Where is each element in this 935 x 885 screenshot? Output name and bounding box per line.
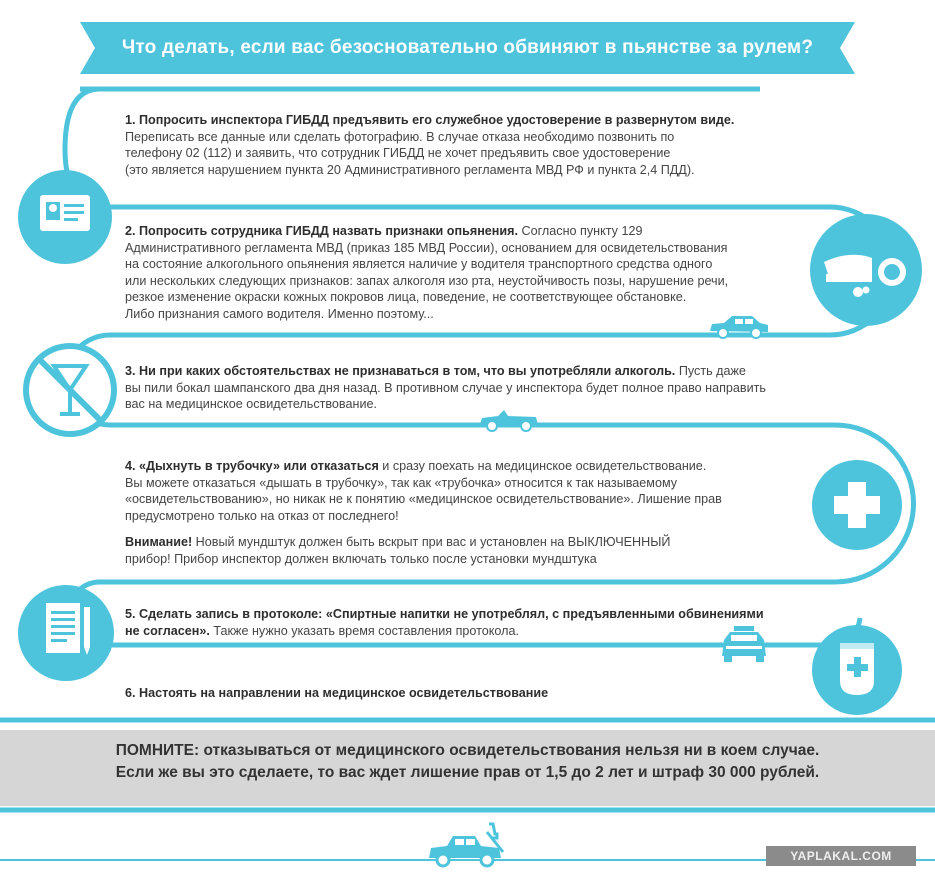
step-1-line: Переписать все данные или сделать фотографию. В случае отказа необходимо позвонить по xyxy=(125,129,675,144)
warning-line: Новый мундштук должен быть вскрыт при вас и установлен на ВЫКЛЮЧЕННЫЙ xyxy=(195,535,671,549)
page-title: Что делать, если вас безосновательно обвиняют в пьянстве за рулем? xyxy=(121,37,814,58)
step-4-line: предусмотрено только на отказ от последнего! xyxy=(125,508,399,523)
step-2-line: на состояние алкогольного опьянения является наличие у водителя транспортного средства одного xyxy=(125,257,713,271)
step-1-heading: 1. Попросить инспектора ГИБДД предъявить его служебное удостоверение в развернутом виде. xyxy=(125,113,735,127)
step-2-line: Согласно пункту 129 xyxy=(521,224,643,238)
medical-cross-icon xyxy=(812,460,902,550)
step-4 xyxy=(125,458,815,567)
step-2-line: резкое изменение окраски кожных покровов лица, поведение, не соответствующее обстановке. xyxy=(125,290,687,304)
step-6-heading: 6. Настоять на направлении на медицинское освидетельствование xyxy=(125,686,549,700)
document-icon xyxy=(18,585,114,681)
remember-line-1: отказываться от медицинского освидетельствования нельзя ни в коем случае. xyxy=(203,742,820,759)
car-icon xyxy=(708,313,770,339)
step-4-line: и сразу поехать на медицинское освидетельствование. xyxy=(382,459,707,473)
watermark: YAPLAKAL.COM xyxy=(766,846,916,866)
step-6 xyxy=(125,685,765,702)
medical-badge-icon xyxy=(812,625,902,715)
step-4-line: «освидетельствованию», но никак не к понятию «медицинское освидетельствование». Лишение прав xyxy=(125,492,722,506)
step-1-line: (это является нарушением пункта 20 Административного регламента МВД РФ и пункта 2,4 ПДД). xyxy=(125,162,695,177)
police-car-icon xyxy=(720,626,768,666)
tow-truck-icon xyxy=(425,822,515,870)
step-2-line: или нескольких следующих признаков: запах алкоголя изо рта, неустойчивость позы, нарушение речи, xyxy=(125,273,729,288)
step-4-line: Вы можете отказаться «дышать в трубочку», так как «трубочка» относится к так называемому xyxy=(125,475,678,490)
step-2 xyxy=(125,223,815,322)
police-cap-icon xyxy=(810,214,922,326)
remember-label: ПОМНИТЕ: xyxy=(115,742,200,759)
step-5-heading: 5. Сделать запись в протоколе: «Спиртные напитки не употреблял, с предъявленными обвинениями xyxy=(125,607,764,621)
step-2-line: Либо признания самого водителя. Именно поэтому... xyxy=(125,306,434,321)
no-alcohol-icon xyxy=(20,340,120,440)
warning-label: Внимание! xyxy=(125,535,193,549)
step-4-heading: 4. «Дыхнуть в трубочку» или отказаться xyxy=(125,459,379,473)
step-2-heading: 2. Попросить сотрудника ГИБДД назвать признаки опьянения. xyxy=(125,224,518,238)
step-3-line: вы пили бокал шампанского два дня назад. В противном случае у инспектора будет полное право направить xyxy=(125,380,766,395)
id-card-icon xyxy=(18,170,112,264)
step-5-heading: не согласен». xyxy=(125,623,210,638)
step-1-line: телефону 02 (112) и заявить, что сотрудник ГИБДД не хочет предъявить свое удостоверение xyxy=(125,146,671,160)
step-1 xyxy=(125,112,845,178)
remember-text xyxy=(0,740,935,784)
step-3-heading: 3. Ни при каких обстоятельствах не признаваться в том, что вы употребляли алкоголь. xyxy=(125,364,676,378)
step-2-line: Административного регламента МВД (приказ 185 МВД России), основанием для освидетельствования xyxy=(125,240,728,255)
convertible-car-icon xyxy=(478,406,540,432)
step-3-line: вас на медицинское освидетельствование. xyxy=(125,397,377,411)
warning-line: прибор! Прибор инспектор должен включать только после установки мундштука xyxy=(125,551,597,566)
step-5-line: Также нужно указать время составления протокола. xyxy=(213,623,520,638)
remember-line-2: Если же вы это сделаете, то вас ждет лишение прав от 1,5 до 2 лет и штраф 30 000 рублей. xyxy=(115,764,820,781)
step-3-line: Пусть даже xyxy=(678,364,746,378)
